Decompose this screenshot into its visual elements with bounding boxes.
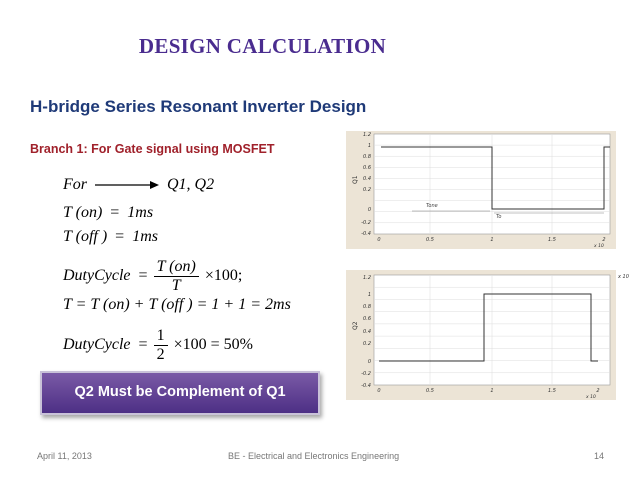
equation-duty-cycle-1: DutyCycle = $\frac{T (on)}{T}$ ×100; <box>63 258 243 294</box>
callout-box <box>40 371 320 415</box>
y-tick: -0.4 <box>361 383 371 389</box>
equation-for <box>63 176 214 194</box>
x-tick: 0.5 <box>426 388 434 394</box>
footer-department: BE - Electrical and Electronics Engineering <box>228 451 400 461</box>
q2-waveform-plot <box>346 270 638 400</box>
slide-title: DESIGN CALCULATION <box>138 34 387 58</box>
footer-page-number: 14 <box>594 451 605 461</box>
x-tick: 1.5 <box>548 388 556 394</box>
y-tick: 1.2 <box>363 132 371 138</box>
fraction-denominator: 2 <box>156 346 165 363</box>
y-tick: 0.8 <box>363 154 371 160</box>
x-scale-label: x 10 <box>594 244 604 249</box>
annotation-tone: Tone <box>426 203 438 209</box>
long-right-arrow-icon <box>95 180 159 190</box>
y-tick: 0 <box>367 207 371 213</box>
x-tick: 2 <box>602 237 606 243</box>
annotation-to: To <box>496 214 502 220</box>
fraction-denominator: T <box>171 277 181 294</box>
branch-heading: Branch 1: For Gate signal using MOSFET <box>30 142 275 156</box>
y-tick: 1.2 <box>363 275 371 281</box>
x-tick: 1 <box>490 237 494 243</box>
y-tick: -0.4 <box>361 231 371 237</box>
equation-duty1-lhs: DutyCycle <box>63 267 131 285</box>
y-tick: 1 <box>367 292 371 298</box>
equation-toff-lhs: T (off ) <box>63 228 108 245</box>
equation-period: T = T (on) + T (off ) = 1 + 1 = 2ms <box>63 296 291 313</box>
equation-duty-cycle-2: DutyCycle = $\frac{1}{2}$ ×100 = 50% <box>63 327 253 363</box>
equation-for-word: For <box>63 176 87 193</box>
fraction-numerator: 1 <box>154 327 168 346</box>
y-tick: 0 <box>367 359 371 365</box>
fraction-ton-over-t <box>154 258 199 295</box>
x-scale-label: x 10 <box>586 395 596 400</box>
x-tick: 1 <box>490 388 494 394</box>
equation-duty2-lhs: DutyCycle <box>63 336 131 354</box>
equation-ton-lhs: T (on) <box>63 204 103 221</box>
y-tick: 1 <box>367 143 371 149</box>
equation-ton-rhs: 1ms <box>127 204 154 221</box>
x-tick: 0 <box>377 237 381 243</box>
equation-toff-rhs: 1ms <box>132 228 158 245</box>
x-tick: 0 <box>377 388 381 394</box>
x-tick: 2 <box>596 388 600 394</box>
y-tick: -0.2 <box>361 371 371 377</box>
callout-text: Q2 Must be Complement of Q1 <box>74 384 286 400</box>
equation-for-rhs: Q1, Q2 <box>167 176 215 193</box>
y-tick: 0.2 <box>363 187 371 193</box>
y-axis-label: Q1 <box>352 175 359 184</box>
footer-date: April 11, 2013 <box>37 451 92 461</box>
y-tick: -0.2 <box>361 220 371 226</box>
y-tick: 0.6 <box>363 316 371 322</box>
x-tick: 1.5 <box>548 237 556 243</box>
y-tick: 0.4 <box>363 329 371 335</box>
equation-duty2-tail: 100 = 50% <box>182 336 253 354</box>
fraction-one-half <box>154 327 168 364</box>
y-tick: 0.8 <box>363 304 371 310</box>
y-tick: 0.2 <box>363 341 371 347</box>
equation-toff: T (off ) = 1ms <box>63 228 158 245</box>
y-tick: 0.6 <box>363 165 371 171</box>
q1-waveform-plot <box>346 131 616 249</box>
x-tick: 0.5 <box>426 237 434 243</box>
equation-ton: T (on) = 1ms <box>63 204 154 221</box>
slide-subtitle: H-bridge Series Resonant Inverter Design <box>30 97 367 116</box>
fraction-numerator: T (on) <box>154 258 199 277</box>
corner-scale-label: x 10 <box>618 274 629 280</box>
equation-duty1-tail: 100; <box>213 267 243 285</box>
y-axis-label: Q2 <box>352 321 359 330</box>
y-tick: 0.4 <box>363 176 371 182</box>
